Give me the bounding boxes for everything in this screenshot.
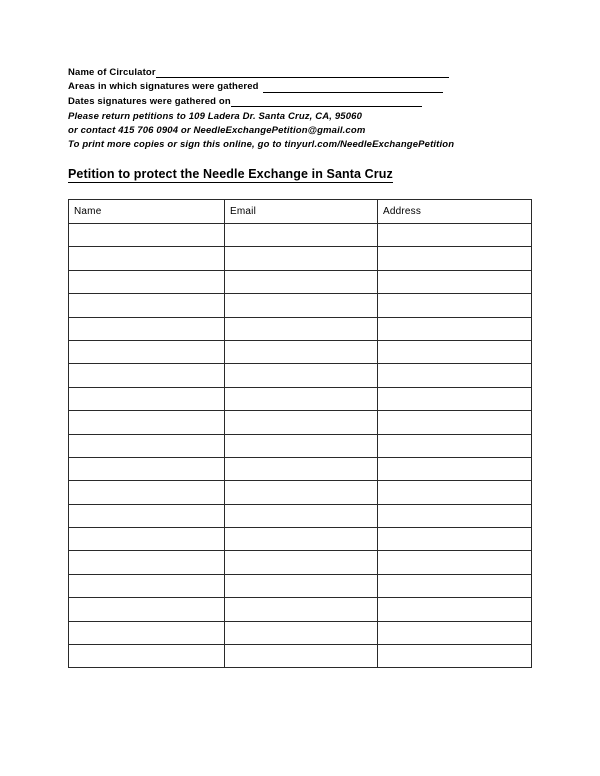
column-header-name: Name — [69, 200, 225, 224]
empty-signature-cell — [225, 364, 378, 387]
notice-line-return-address: Please return petitions to 109 Ladera Dr. Santa Cruz, CA, 95060 — [68, 110, 363, 122]
empty-signature-cell — [225, 574, 378, 597]
signature-row — [69, 598, 532, 621]
empty-signature-cell — [69, 481, 225, 504]
form-line-label: Dates signatures were gathered on — [68, 95, 231, 107]
signature-row — [69, 340, 532, 363]
signature-row — [69, 317, 532, 340]
empty-signature-cell — [378, 270, 532, 293]
table-body — [69, 224, 532, 668]
blank-write-in-line — [231, 95, 422, 107]
empty-signature-cell — [378, 387, 532, 410]
empty-signature-cell — [69, 457, 225, 480]
signature-row — [69, 621, 532, 644]
empty-signature-cell — [225, 621, 378, 644]
empty-signature-cell — [378, 364, 532, 387]
empty-signature-cell — [378, 457, 532, 480]
blank-write-in-line — [156, 66, 449, 78]
empty-signature-cell — [69, 574, 225, 597]
empty-signature-cell — [69, 551, 225, 574]
empty-signature-cell — [69, 528, 225, 551]
empty-signature-cell — [378, 340, 532, 363]
empty-signature-cell — [225, 294, 378, 317]
empty-signature-cell — [225, 247, 378, 270]
circulator-info-block — [68, 66, 540, 109]
form-line-label: Areas in which signatures were gathered — [68, 81, 259, 93]
empty-signature-cell — [378, 574, 532, 597]
empty-signature-cell — [378, 551, 532, 574]
empty-signature-cell — [69, 621, 225, 644]
signature-row — [69, 457, 532, 480]
empty-signature-cell — [378, 645, 532, 668]
empty-signature-cell — [378, 224, 532, 247]
signature-row — [69, 434, 532, 457]
empty-signature-cell — [378, 504, 532, 527]
signature-row — [69, 481, 532, 504]
empty-signature-cell — [69, 598, 225, 621]
signature-row — [69, 551, 532, 574]
notice-line-contact: or contact 415 706 0904 or NeedleExchangePetition@gmail.com — [68, 124, 366, 136]
empty-signature-cell — [378, 528, 532, 551]
empty-signature-cell — [69, 387, 225, 410]
signature-row — [69, 294, 532, 317]
empty-signature-cell — [378, 294, 532, 317]
empty-signature-cell — [225, 387, 378, 410]
signature-row — [69, 574, 532, 597]
blank-write-in-line — [263, 80, 443, 92]
signature-row — [69, 387, 532, 410]
empty-signature-cell — [69, 317, 225, 340]
empty-signature-cell — [378, 434, 532, 457]
empty-signature-cell — [225, 598, 378, 621]
notice-line-online: To print more copies or sign this online, go to tinyurl.com/NeedleExchangePetition — [68, 139, 455, 151]
signature-row — [69, 528, 532, 551]
column-header-email: Email — [225, 200, 378, 224]
empty-signature-cell — [69, 364, 225, 387]
empty-signature-cell — [225, 434, 378, 457]
empty-signature-cell — [69, 434, 225, 457]
signature-row — [69, 270, 532, 293]
form-line-label: Name of Circulator — [68, 67, 156, 78]
empty-signature-cell — [378, 247, 532, 270]
empty-signature-cell — [225, 224, 378, 247]
empty-signature-cell — [225, 317, 378, 340]
empty-signature-cell — [69, 411, 225, 434]
empty-signature-cell — [225, 340, 378, 363]
empty-signature-cell — [225, 481, 378, 504]
column-header-address: Address — [378, 200, 532, 224]
empty-signature-cell — [378, 621, 532, 644]
form-line-circulator-name — [68, 66, 449, 80]
empty-signature-cell — [69, 645, 225, 668]
empty-signature-cell — [69, 270, 225, 293]
signature-row — [69, 504, 532, 527]
signature-row — [69, 645, 532, 668]
form-line-areas-gathered — [68, 80, 443, 94]
return-instructions-block — [68, 110, 540, 153]
empty-signature-cell — [69, 504, 225, 527]
empty-signature-cell — [69, 340, 225, 363]
empty-signature-cell — [225, 457, 378, 480]
empty-signature-cell — [69, 294, 225, 317]
empty-signature-cell — [225, 551, 378, 574]
empty-signature-cell — [225, 504, 378, 527]
signature-table — [68, 199, 532, 668]
empty-signature-cell — [378, 598, 532, 621]
signature-row — [69, 247, 532, 270]
empty-signature-cell — [378, 317, 532, 340]
page-title: Petition to protect the Needle Exchange in Santa Cruz — [68, 167, 393, 181]
empty-signature-cell — [378, 411, 532, 434]
empty-signature-cell — [69, 247, 225, 270]
empty-signature-cell — [225, 270, 378, 293]
form-line-dates-gathered — [68, 95, 422, 109]
signature-row — [69, 411, 532, 434]
signature-row — [69, 224, 532, 247]
table-header-row — [69, 200, 532, 224]
empty-signature-cell — [225, 411, 378, 434]
empty-signature-cell — [225, 645, 378, 668]
empty-signature-cell — [378, 481, 532, 504]
signature-row — [69, 364, 532, 387]
empty-signature-cell — [69, 224, 225, 247]
empty-signature-cell — [225, 528, 378, 551]
